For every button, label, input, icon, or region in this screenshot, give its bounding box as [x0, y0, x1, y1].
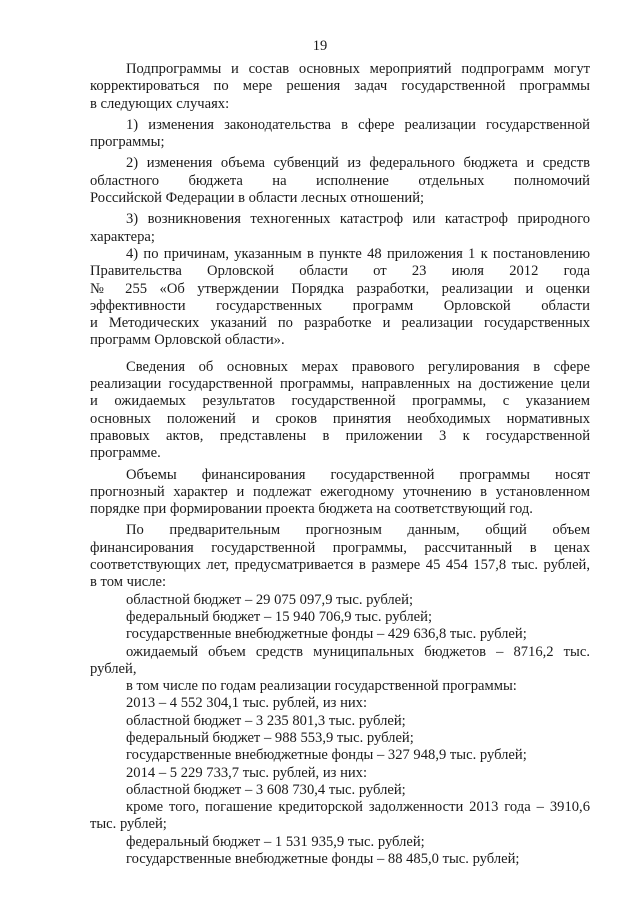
- text-line: федеральный бюджет – 1 531 935,9 тыс. рублей;: [126, 833, 425, 850]
- text-line: Сведения об основных мерах правового регулирования в сфере: [126, 358, 590, 375]
- text-line: областной бюджет – 3 608 730,4 тыс. рублей;: [126, 781, 406, 798]
- text-line: Российской Федерации в области лесных отношений;: [90, 190, 425, 207]
- text-line: порядке при формировании проекта бюджета на соответствующий год.: [90, 501, 533, 518]
- text-line: Подпрограммы и состав основных мероприятий подпрограмм могут: [126, 61, 590, 77]
- text-line: Правительства Орловской области от 23 июля 2012 года: [90, 263, 590, 280]
- text-line: программе.: [90, 445, 161, 462]
- text-line: областной бюджет – 3 235 801,3 тыс. рублей;: [126, 712, 406, 729]
- text-line: эффективности государственных программ Орловской области: [90, 297, 590, 314]
- text-line: государственные внебюджетные фонды – 429 636,8 тыс. рублей;: [126, 626, 527, 643]
- text-line: федеральный бюджет – 988 553,9 тыс. рублей;: [126, 729, 414, 746]
- text-line: По предварительным прогнозным данным, общий объем: [126, 522, 590, 539]
- page-number: 19: [312, 38, 328, 54]
- text-line: государственные внебюджетные фонды – 88 485,0 тыс. рублей;: [126, 851, 520, 868]
- text-line: 2) изменения объема субвенций из федерального бюджета и средств: [126, 155, 590, 172]
- text-line: характера;: [90, 228, 155, 245]
- text-line: программы;: [90, 134, 165, 151]
- text-line: правовых актов, представлены в приложении 3 к государственной: [90, 427, 590, 444]
- text-line: государственные внебюджетные фонды – 327 948,9 тыс. рублей;: [126, 747, 527, 764]
- text-line: соответствующих лет, предусматривается в размере 45 454 157,8 тыс. рублей,: [90, 557, 590, 574]
- text-line: ожидаемый объем средств муниципальных бюджетов – 8716,2 тыс.: [126, 643, 590, 660]
- text-line: в том числе по годам реализации государственной программы:: [126, 678, 517, 695]
- text-line: финансирования государственной программы, рассчитанный в ценах: [90, 539, 590, 556]
- text-line: рублей,: [90, 660, 137, 677]
- text-line: Объемы финансирования государственной программы носят: [126, 466, 590, 483]
- text-line: в следующих случаях:: [90, 95, 230, 112]
- text-line: прогнозный характер и подлежат ежегодному уточнению в установленном: [90, 483, 590, 500]
- text-line: реализации государственной программы, направленных на достижение цели: [90, 376, 590, 393]
- text-line: корректироваться по мере решения задач государственной программы: [90, 78, 590, 95]
- text-line: в том числе:: [90, 574, 167, 591]
- text-line: кроме того, погашение кредиторской задолженности 2013 года – 3910,6: [126, 799, 590, 816]
- text-line: основных положений и сроков принятия необходимых нормативных: [90, 410, 590, 427]
- text-line: областной бюджет – 29 075 097,9 тыс. рублей;: [126, 591, 414, 608]
- text-line: федеральный бюджет – 15 940 706,9 тыс. рублей;: [126, 608, 433, 625]
- text-line: областного бюджета на исполнение отдельных полномочий: [90, 172, 590, 189]
- text-line: 4) по причинам, указанным в пункте 48 приложения 1 к постановлению: [126, 245, 590, 262]
- text-line: 3) возникновения техногенных катастроф или катастроф природного: [126, 211, 590, 228]
- text-line: 2014 – 5 229 733,7 тыс. рублей, из них:: [126, 764, 368, 781]
- text-line: тыс. рублей;: [90, 816, 167, 833]
- text-line: 1) изменения законодательства в сфере реализации государственной: [126, 116, 590, 133]
- text-line: программ Орловской области».: [90, 332, 285, 349]
- text-line: № 255 «Об утверждении Порядка разработки, реализации и оценки: [90, 280, 590, 297]
- text-line: и Методических указаний по разработке и реализации государственных: [90, 315, 590, 332]
- text-line: 2013 – 4 552 304,1 тыс. рублей, из них:: [126, 695, 368, 712]
- text-line: и ожидаемых результатов государственной программы, с указанием: [90, 393, 590, 410]
- document-body: [90, 61, 590, 868]
